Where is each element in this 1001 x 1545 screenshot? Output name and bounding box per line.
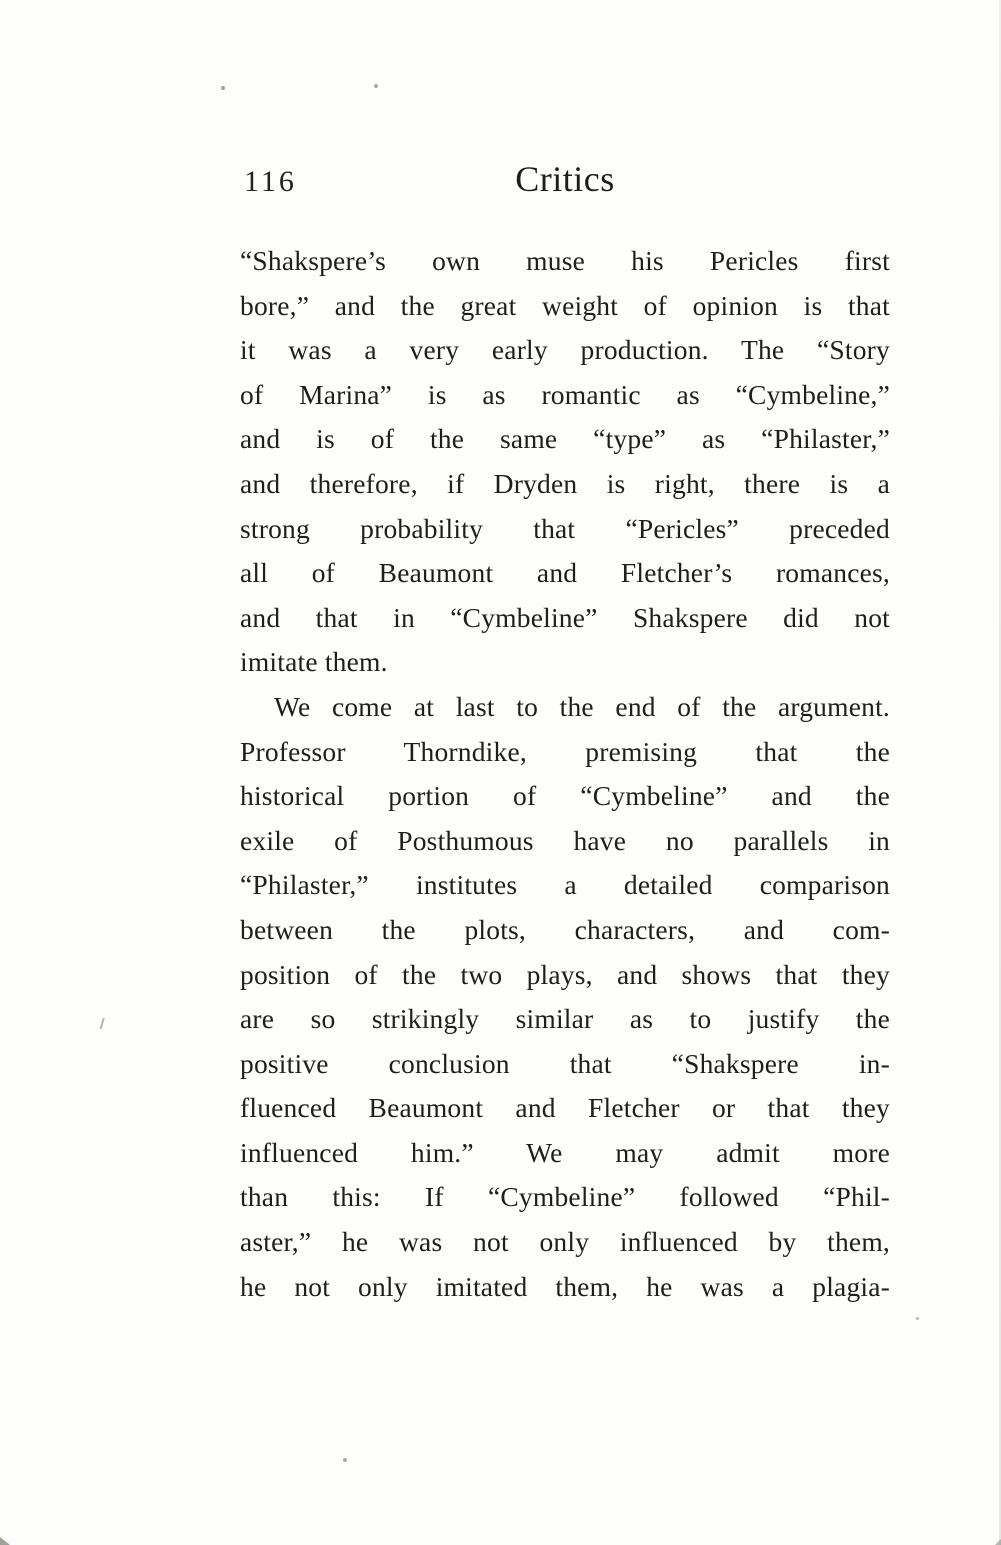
scan-mark xyxy=(100,1017,113,1029)
page-header xyxy=(240,158,890,206)
text-line: positive conclusion that “Shakspere in- xyxy=(240,1047,890,1079)
text-line: all of Beaumont and Fletcher’s romances, xyxy=(240,557,890,589)
text-line: bore,” and the great weight of opinion is that xyxy=(240,289,890,321)
text-line: are so strikingly similar as to justify the xyxy=(240,1003,890,1035)
text-line: position of the two plays, and shows that they xyxy=(240,958,890,990)
text-line: “Shakspere’s own muse his Pericles first xyxy=(240,245,890,276)
text-line: “Philaster,” institutes a detailed comparison xyxy=(240,869,890,901)
text-line: fluenced Beaumont and Fletcher or that they xyxy=(240,1092,890,1124)
text-line: it was a very early production. The “Story xyxy=(240,334,890,366)
text-line: imitate them. xyxy=(240,646,388,678)
page-number: 116 xyxy=(244,165,297,198)
text-line: historical portion of “Cymbeline” and the xyxy=(240,780,890,812)
scan-corner-bottom-right xyxy=(995,1539,1001,1545)
paragraph-2 xyxy=(240,685,890,1309)
text-line: strong probability that “Pericles” preceded xyxy=(240,512,890,544)
text-line: between the plots, characters, and com- xyxy=(240,913,890,945)
body-text xyxy=(240,239,890,1309)
scan-speck xyxy=(343,1458,347,1462)
text-line: and that in “Cymbeline” Shakspere did not xyxy=(240,601,890,633)
text-line: We come at last to the end of the argument. xyxy=(274,690,890,722)
scan-speck xyxy=(916,1317,919,1320)
text-line: and is of the same “type” as “Philaster,” xyxy=(240,423,890,455)
text-line: and therefore, if Dryden is right, there is a xyxy=(240,467,890,499)
scan-corner-bottom-left xyxy=(0,1537,10,1545)
text-line: he not only imitated them, he was a plagia- xyxy=(240,1270,890,1302)
text-line: influenced him.” We may admit more xyxy=(240,1136,890,1168)
text-line: than this: If “Cymbeline” followed “Phil- xyxy=(240,1181,890,1213)
scan-speck xyxy=(374,84,378,88)
text-line: aster,” he was not only influenced by them, xyxy=(240,1226,890,1258)
text-line: exile of Posthumous have no parallels in xyxy=(240,824,890,856)
running-title: Critics xyxy=(515,159,615,199)
scan-speck xyxy=(221,86,225,90)
paragraph-1 xyxy=(240,239,890,685)
text-line: of Marina” is as romantic as “Cymbeline,” xyxy=(240,378,890,410)
text-line: Professor Thorndike, premising that the xyxy=(240,735,890,767)
